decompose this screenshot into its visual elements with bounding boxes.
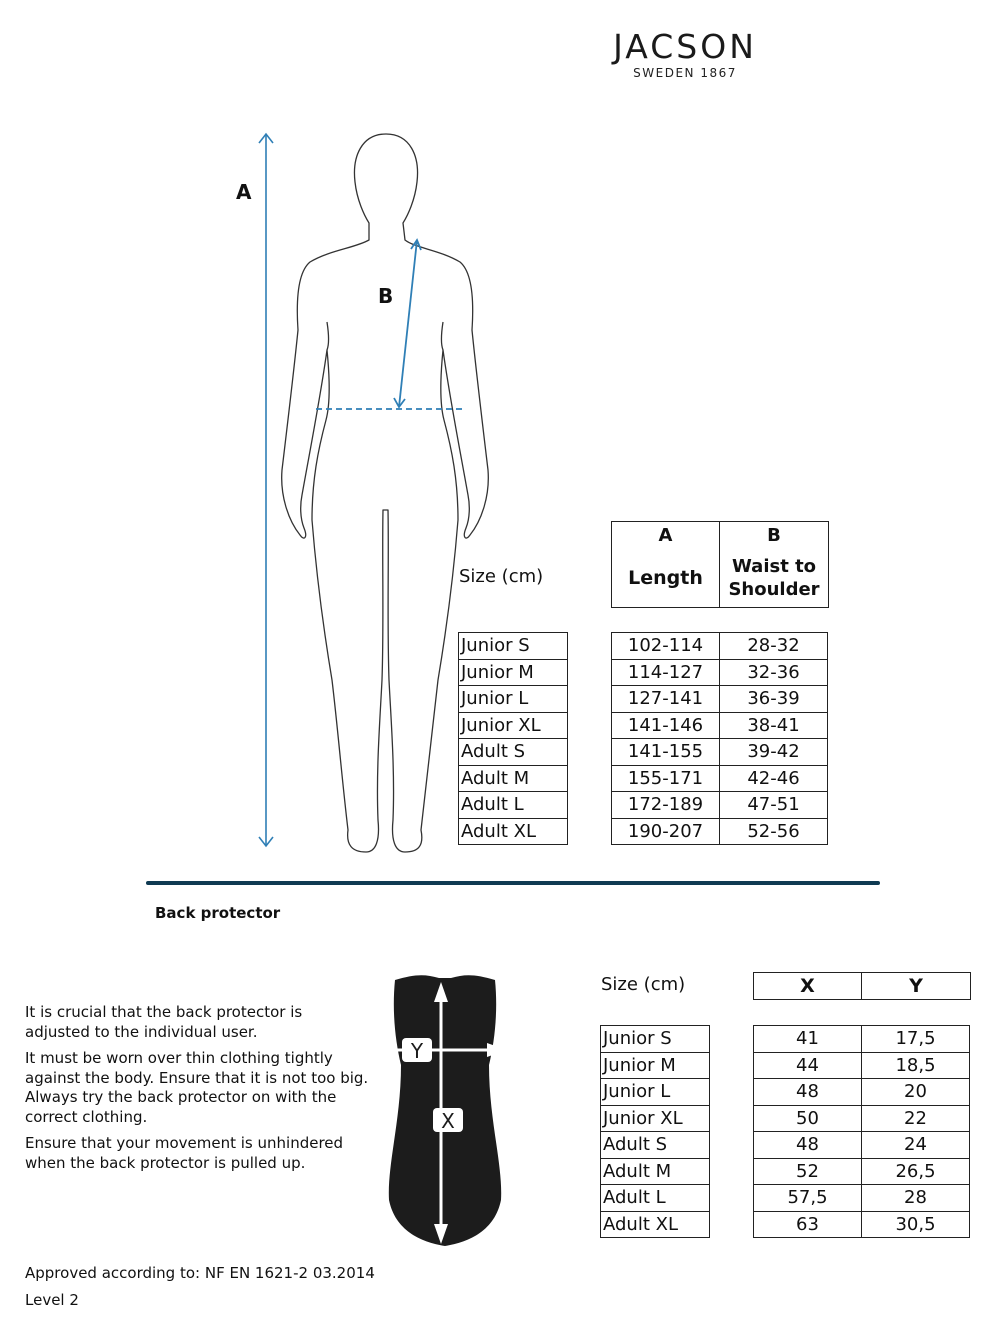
- header-b-title-line1: Waist to: [731, 556, 817, 577]
- header-length: [612, 522, 720, 607]
- protector-sizes-table: [600, 1025, 710, 1238]
- table-row: [459, 686, 568, 713]
- size-cell: Junior M: [601, 1052, 710, 1079]
- table-row: [754, 1026, 970, 1053]
- header-y: Y: [909, 975, 923, 997]
- table-row: [601, 1211, 710, 1238]
- table-row: [601, 1026, 710, 1053]
- header-b-letter: B: [767, 525, 781, 546]
- table-row: [601, 1132, 710, 1159]
- size-cell: Junior L: [459, 686, 568, 713]
- waist-to-shoulder-cell: 52-56: [720, 818, 828, 845]
- y-cell: 30,5: [862, 1211, 970, 1238]
- label-a: A: [236, 180, 252, 204]
- header-a-letter: A: [658, 525, 673, 546]
- x-cell: 44: [754, 1052, 862, 1079]
- waist-to-shoulder-cell: 42-46: [720, 765, 828, 792]
- waist-to-shoulder-cell: 38-41: [720, 712, 828, 739]
- brand-logo: [600, 27, 770, 80]
- size-cell: Adult S: [601, 1132, 710, 1159]
- table-row: [459, 659, 568, 686]
- table-row: [612, 792, 828, 819]
- length-cell: 155-171: [612, 765, 720, 792]
- table-row: [459, 633, 568, 660]
- table-row: [459, 739, 568, 766]
- approval-text: Approved according to: NF EN 1621-2 03.2014: [25, 1264, 375, 1282]
- label-x: X: [441, 1109, 455, 1133]
- x-cell: 41: [754, 1026, 862, 1053]
- table-row: [612, 712, 828, 739]
- size-cell: Junior S: [601, 1026, 710, 1053]
- waist-to-shoulder-cell: 32-36: [720, 659, 828, 686]
- table-row: [612, 818, 828, 845]
- table-row: [612, 659, 828, 686]
- table-row: [612, 686, 828, 713]
- table-row: [612, 633, 828, 660]
- table-row: [601, 1185, 710, 1212]
- size-cell: Adult XL: [601, 1211, 710, 1238]
- table-row: [601, 1105, 710, 1132]
- table-row: [612, 765, 828, 792]
- instruction-3: Ensure that your movement is unhindered when the back protector is pulled up.: [25, 1134, 344, 1172]
- x-cell: 57,5: [754, 1185, 862, 1212]
- length-cell: 114-127: [612, 659, 720, 686]
- brand-tagline: SWEDEN 1867: [633, 66, 737, 80]
- instruction-1: It is crucial that the back protector is adjusted to the individual user.: [25, 1003, 303, 1041]
- length-cell: 172-189: [612, 792, 720, 819]
- size-cell: Junior XL: [459, 712, 568, 739]
- table-row: [754, 1105, 970, 1132]
- waist-to-shoulder-arrow-b: [394, 240, 421, 407]
- table-row: [459, 792, 568, 819]
- size-cell: Adult L: [459, 792, 568, 819]
- size-cell: Adult M: [601, 1158, 710, 1185]
- y-cell: 17,5: [862, 1026, 970, 1053]
- x-cell: 48: [754, 1132, 862, 1159]
- length-cell: 190-207: [612, 818, 720, 845]
- y-cell: 28: [862, 1185, 970, 1212]
- table-row: [459, 765, 568, 792]
- body-sizes-table: [458, 632, 568, 845]
- table-row: [601, 1079, 710, 1106]
- table-row: [459, 712, 568, 739]
- instruction-2: It must be worn over thin clothing tightly against the body. Ensure that it is not too big. Always try the back protector on with the correct clothing.: [25, 1049, 369, 1126]
- back-protector-figure: [355, 970, 535, 1255]
- length-cell: 141-155: [612, 739, 720, 766]
- protector-size-label: Size (cm): [601, 974, 686, 995]
- table-row: [754, 1158, 970, 1185]
- header-waist-to-shoulder: [720, 522, 828, 607]
- length-cell: 127-141: [612, 686, 720, 713]
- level-text: Level 2: [25, 1291, 79, 1309]
- y-cell: 26,5: [862, 1158, 970, 1185]
- size-cell: Adult L: [601, 1185, 710, 1212]
- table-row: [601, 1052, 710, 1079]
- x-cell: 63: [754, 1211, 862, 1238]
- y-cell: 24: [862, 1132, 970, 1159]
- body-values-table: [611, 632, 828, 845]
- x-cell: 48: [754, 1079, 862, 1106]
- size-cell: Adult M: [459, 765, 568, 792]
- section-title: Back protector: [155, 904, 281, 922]
- waist-to-shoulder-cell: 39-42: [720, 739, 828, 766]
- section-divider: [146, 881, 880, 885]
- header-a-title: Length: [628, 567, 703, 589]
- table-row: [754, 1185, 970, 1212]
- size-cell: Adult S: [459, 739, 568, 766]
- x-cell: 52: [754, 1158, 862, 1185]
- table-row: [754, 1052, 970, 1079]
- protector-values-table: [753, 1025, 970, 1238]
- table-row: [601, 1158, 710, 1185]
- y-cell: 20: [862, 1079, 970, 1106]
- table-row: [459, 818, 568, 845]
- x-cell: 50: [754, 1105, 862, 1132]
- size-cell: Junior M: [459, 659, 568, 686]
- body-table-header: [611, 521, 829, 608]
- brand-name: JACSON: [613, 27, 757, 66]
- length-cell: 102-114: [612, 633, 720, 660]
- length-arrow-a: [259, 134, 273, 846]
- y-cell: 18,5: [862, 1052, 970, 1079]
- table-row: [754, 1132, 970, 1159]
- size-cell: Junior L: [601, 1079, 710, 1106]
- protector-table-header: [753, 972, 971, 1000]
- waist-to-shoulder-cell: 47-51: [720, 792, 828, 819]
- size-cell: Adult XL: [459, 818, 568, 845]
- header-b-title: [720, 555, 828, 601]
- length-cell: 141-146: [612, 712, 720, 739]
- size-cell: Junior S: [459, 633, 568, 660]
- table-row: [754, 1211, 970, 1238]
- body-size-label: Size (cm): [459, 566, 544, 587]
- label-b: B: [378, 284, 394, 308]
- size-cell: Junior XL: [601, 1105, 710, 1132]
- y-cell: 22: [862, 1105, 970, 1132]
- waist-to-shoulder-cell: 28-32: [720, 633, 828, 660]
- waist-to-shoulder-cell: 36-39: [720, 686, 828, 713]
- header-x: X: [754, 973, 862, 999]
- header-b-title-line2: Shoulder: [728, 579, 820, 600]
- table-row: [754, 1079, 970, 1106]
- label-y: Y: [410, 1039, 424, 1063]
- table-row: [612, 739, 828, 766]
